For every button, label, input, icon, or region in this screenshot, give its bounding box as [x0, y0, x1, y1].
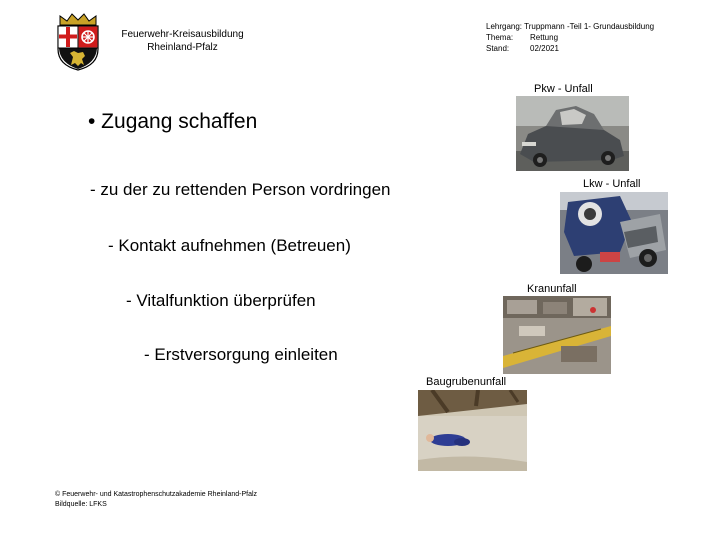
copyright-text: © Feuerwehr- und Katastrophenschutzakademie Rheinland-Pfalz	[55, 491, 258, 498]
organization-line-1: Feuerwehr-Kreisausbildung	[121, 29, 244, 40]
image-source-text: Bildquelle: LFKS	[55, 501, 107, 508]
pit-accident-caption: Baugrubenunfall	[426, 376, 507, 388]
topic-label: Thema:	[486, 33, 514, 42]
pit-accident-photo	[418, 390, 527, 471]
car-accident-photo	[516, 96, 629, 171]
main-bullet: • Zugang schaffen	[88, 110, 258, 133]
truck-accident-caption: Lkw - Unfall	[583, 178, 641, 190]
step-2: - Kontakt aufnehmen (Betreuen)	[108, 236, 351, 255]
step-1: - zu der zu rettenden Person vordringen	[90, 180, 391, 199]
crane-accident-caption: Kranunfall	[527, 283, 577, 295]
date-value: 02/2021	[530, 44, 559, 53]
course-line: Lehrgang: Truppmann -Teil 1- Grundausbildung	[486, 22, 655, 31]
car-accident-caption: Pkw - Unfall	[534, 83, 593, 95]
topic-value: Rettung	[530, 33, 559, 42]
organization-name	[110, 28, 255, 54]
crane-accident-photo	[503, 296, 611, 374]
truck-accident-photo	[560, 192, 668, 274]
coat-of-arms-logo	[54, 13, 102, 71]
step-3: - Vitalfunktion überprüfen	[126, 291, 316, 310]
course-meta	[486, 21, 654, 54]
step-4: - Erstversorgung einleiten	[144, 345, 338, 364]
footer	[55, 490, 257, 510]
date-label: Stand:	[486, 44, 510, 53]
organization-line-2: Rheinland-Pfalz	[147, 42, 218, 53]
